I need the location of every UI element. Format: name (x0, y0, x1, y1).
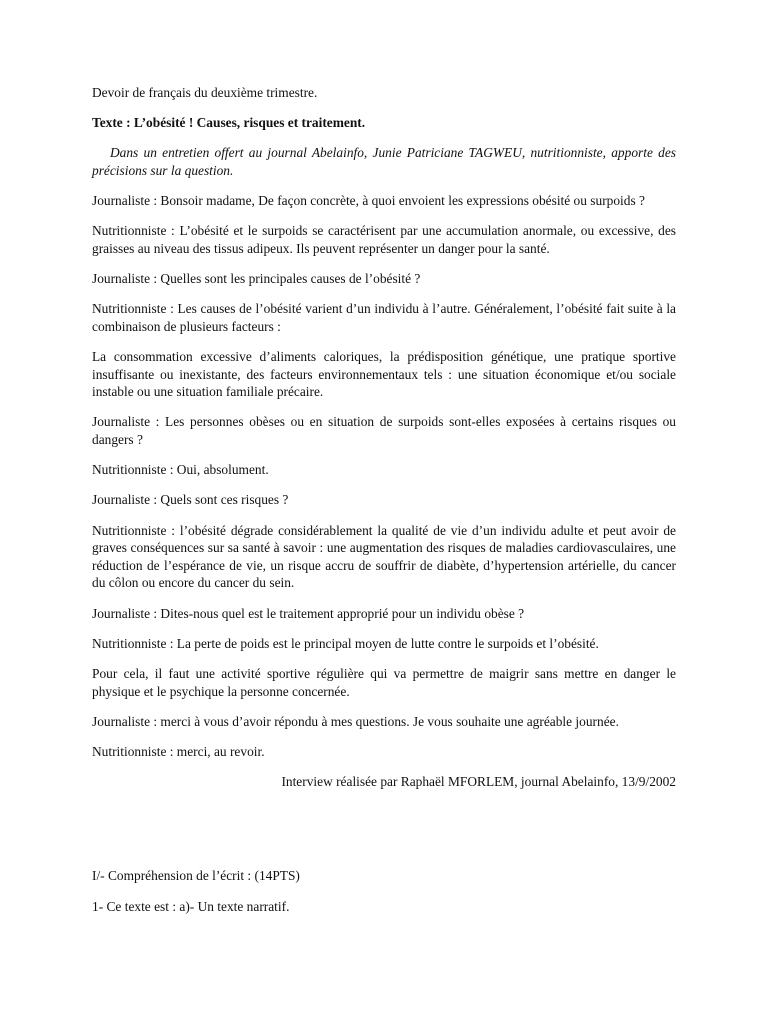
document-page (92, 84, 676, 928)
interview-paragraph: Journaliste : Quels sont ces risques ? (92, 492, 289, 508)
interview-paragraph: Nutritionniste : Les causes de l’obésité varient d’un individu à l’autre. Généralement, l’obésité fait suite à la combinaison de plusieurs facteurs : (92, 301, 676, 334)
text-title: Texte : L’obésité ! Causes, risques et traitement. (92, 115, 366, 131)
assignment-line: Devoir de français du deuxième trimestre. (92, 85, 318, 100)
intro-paragraph: Dans un entretien offert au journal Abelainfo, Junie Patriciane TAGWEU, nutritionniste, apporte des précisions sur la question. (92, 145, 676, 178)
interview-paragraph: Nutritionniste : L’obésité et le surpoids se caractérisent par une accumulation anormale, ou excessive, des graisses au niveau des tissus adipeux. Ils peuvent représenter un danger pour la santé. (92, 223, 676, 256)
interview-paragraph: Pour cela, il faut une activité sportive régulière qui va permettre de maigrir sans mettre en danger le physique et le psychique la personne concernée. (92, 665, 676, 699)
interview-paragraph: Nutritionniste : Oui, absolument. (92, 462, 269, 478)
interview-paragraph: Journaliste : Dites-nous quel est le traitement approprié pour un individu obèse ? (92, 605, 525, 621)
section-heading: I/- Compréhension de l’écrit : (14PTS) (92, 868, 300, 884)
interview-paragraph: Journaliste : Quelles sont les principales causes de l’obésité ? (92, 271, 421, 287)
interview-paragraph: Journaliste : Les personnes obèses ou en situation de surpoids sont-elles exposées à certains risques ou dangers ? (92, 414, 676, 448)
interview-paragraph: Journaliste : Bonsoir madame, De façon concrète, à quoi envoient les expressions obésité ou surpoids ? (92, 193, 645, 209)
interview-paragraph: Nutritionniste : La perte de poids est le principal moyen de lutte contre le surpoids et l’obésité. (92, 635, 599, 651)
interview-paragraph: Nutritionniste : l’obésité dégrade considérablement la qualité de vie d’un individu adulte et peut avoir de graves conséquences sur sa santé à savoir : une augmentation des risques de maladies cardiovasculaires, une réduction de l’espérance de vie, un risque accru de souffrir de diabète, d’hypertension artérielle, du cancer du côlon ou encore du cancer du sein. (92, 522, 676, 591)
question-1: 1- Ce texte est : a)- Un texte narratif. (92, 898, 290, 914)
interview-signature: Interview réalisée par Raphaël MFORLEM, journal Abelainfo, 13/9/2002 (281, 774, 676, 790)
interview-paragraph: Nutritionniste : merci, au revoir. (92, 743, 265, 759)
interview-paragraph: Journaliste : merci à vous d’avoir répondu à mes questions. Je vous souhaite une agréable journée. (92, 713, 619, 729)
interview-paragraph: La consommation excessive d’aliments caloriques, la prédisposition génétique, une pratique sportive insuffisante ou inexistante, des facteurs environnementaux tels : une situation économique et/ou sociale instable ou une situation familiale précaire. (92, 349, 676, 400)
blank-space (92, 803, 676, 867)
